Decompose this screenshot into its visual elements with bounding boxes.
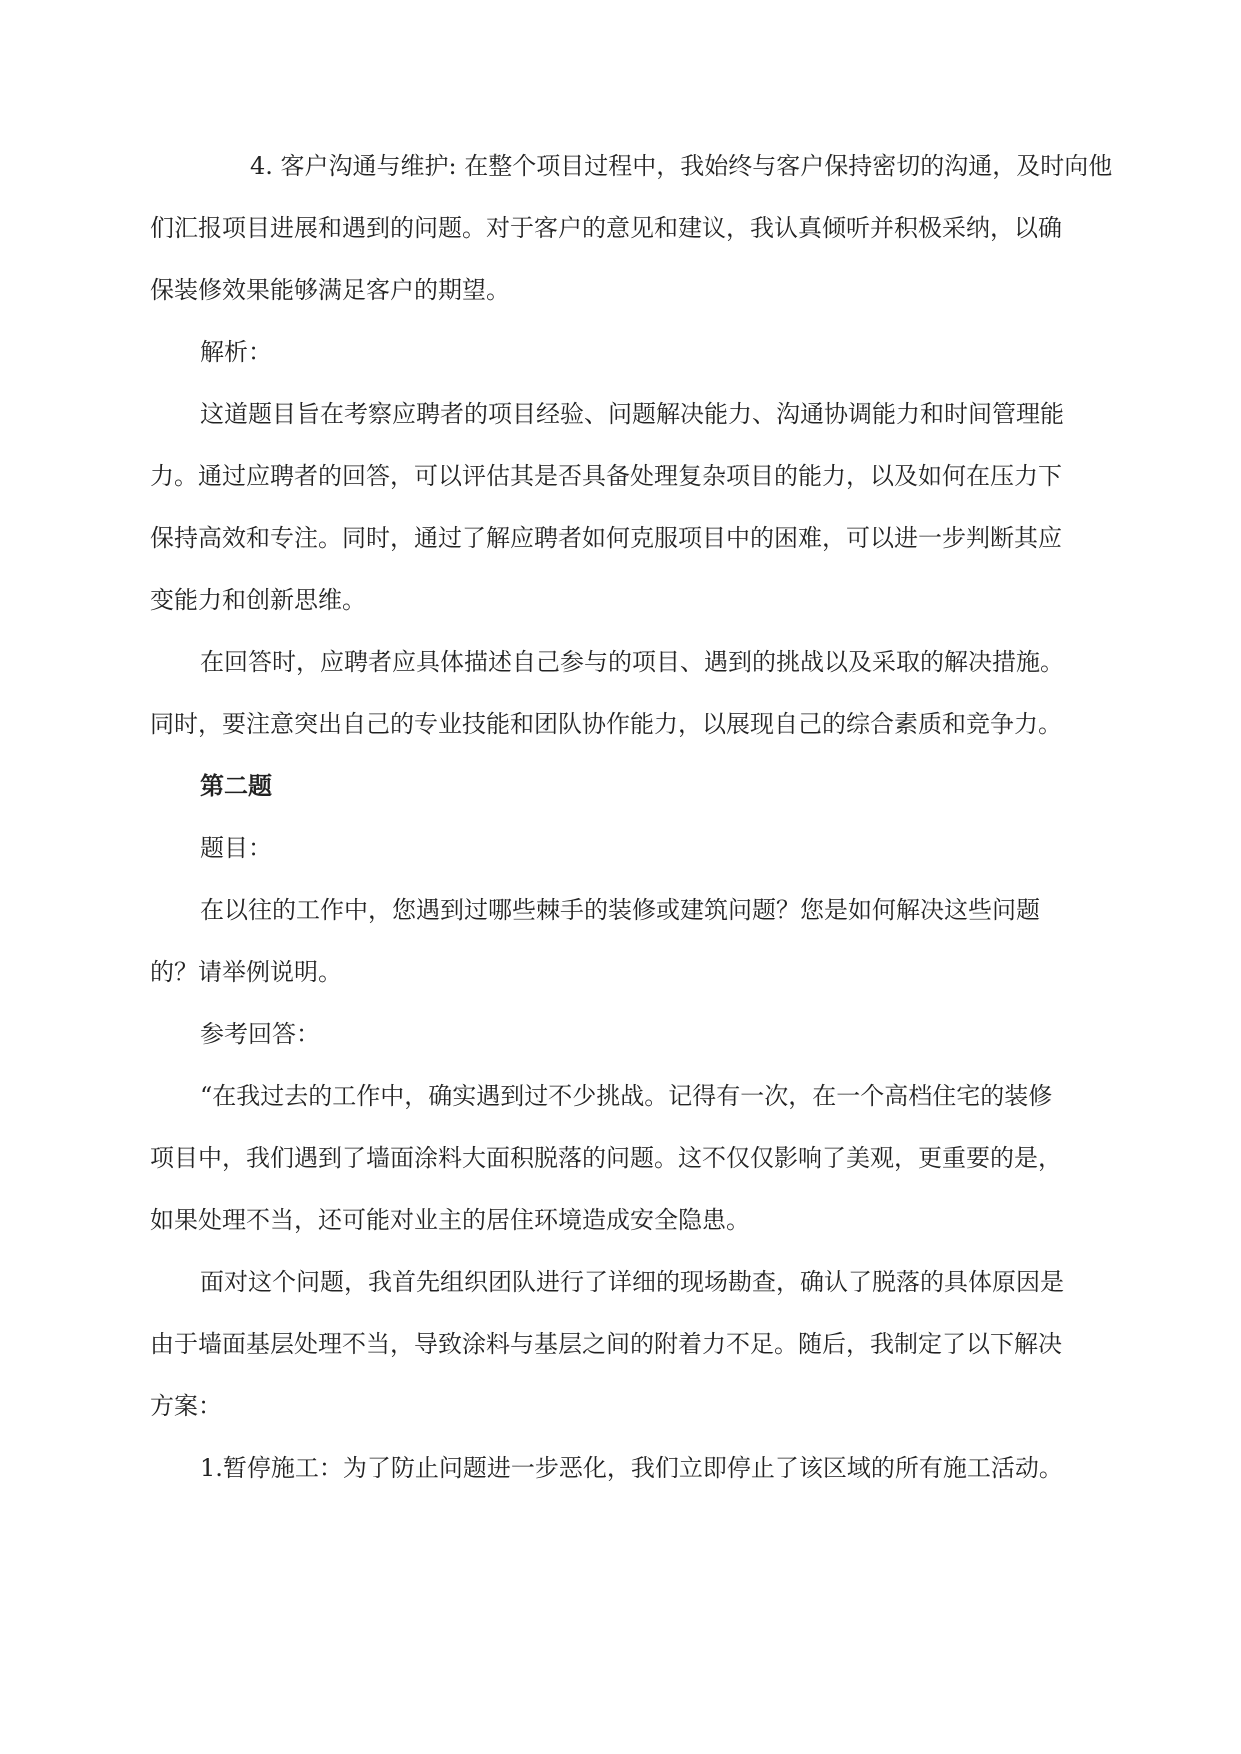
section-heading: 第二题: [200, 772, 272, 800]
text-line: 4. 客户沟通与维护: 在整个项目过程中，我始终与客户保持密切的沟通，及时向他: [250, 152, 1113, 180]
text-line: 方案：: [150, 1392, 222, 1420]
paragraph-reference-answer-label: [150, 1003, 1092, 1065]
text-line: 在回答时，应聘者应具体描述自己参与的项目、遇到的挑战以及采取的解决措施。: [200, 648, 1064, 676]
text-line: 们汇报项目进展和遇到的问题。对于客户的意见和建议，我认真倾听并积极采纳，以确: [150, 214, 1062, 242]
paragraph-analysis-label: [150, 321, 1092, 383]
text-line: 同时，要注意突出自己的专业技能和团队协作能力，以展现自己的综合素质和竞争力。: [150, 710, 1062, 738]
paragraph-question-label: [150, 817, 1092, 879]
paragraph-analysis-body: [150, 383, 1092, 631]
paragraph-answer-story: [150, 1065, 1092, 1251]
text-line: 项目中，我们遇到了墙面涂料大面积脱落的问题。这不仅仅影响了美观，更重要的是，: [150, 1144, 1062, 1172]
text-line: 这道题目旨在考察应聘者的项目经验、问题解决能力、沟通协调能力和时间管理能: [200, 400, 1064, 428]
text-line: 参考回答：: [200, 1020, 320, 1048]
text-line: 在以往的工作中，您遇到过哪些棘手的装修或建筑问题？您是如何解决这些问题: [200, 896, 1040, 924]
text-line: 如果处理不当，还可能对业主的居住环境造成安全隐患。: [150, 1206, 750, 1234]
text-line: 变能力和创新思维。: [150, 586, 366, 614]
paragraph-question-body: [150, 879, 1092, 1003]
paragraph-client-communication: [150, 135, 1113, 321]
text-line: 由于墙面基层处理不当，导致涂料与基层之间的附着力不足。随后，我制定了以下解决: [150, 1330, 1062, 1358]
text-line: 解析：: [200, 338, 272, 366]
text-line: 力。通过应聘者的回答，可以评估其是否具备处理复杂项目的能力，以及如何在压力下: [150, 462, 1062, 490]
text-line: 保装修效果能够满足客户的期望。: [150, 276, 510, 304]
paragraph-solution-step-1: [150, 1437, 1092, 1499]
text-line: 保持高效和专注。同时，通过了解应聘者如何克服项目中的困难，可以进一步判断其应: [150, 524, 1062, 552]
paragraph-answer-investigation: [150, 1251, 1092, 1437]
text-line: 面对这个问题，我首先组织团队进行了详细的现场勘查，确认了脱落的具体原因是: [200, 1268, 1064, 1296]
paragraph-answer-advice: [150, 631, 1092, 755]
text-line: 1.暂停施工：为了防止问题进一步恶化，我们立即停止了该区域的所有施工活动。: [200, 1454, 1063, 1482]
text-line: 的？请举例说明。: [150, 958, 342, 986]
document-page: [150, 135, 1113, 1499]
text-line: 题目：: [200, 834, 272, 862]
text-line: “在我过去的工作中，确实遇到过不少挑战。记得有一次，在一个高档住宅的装修: [200, 1082, 1053, 1110]
section-heading-question-2: [150, 755, 1092, 817]
